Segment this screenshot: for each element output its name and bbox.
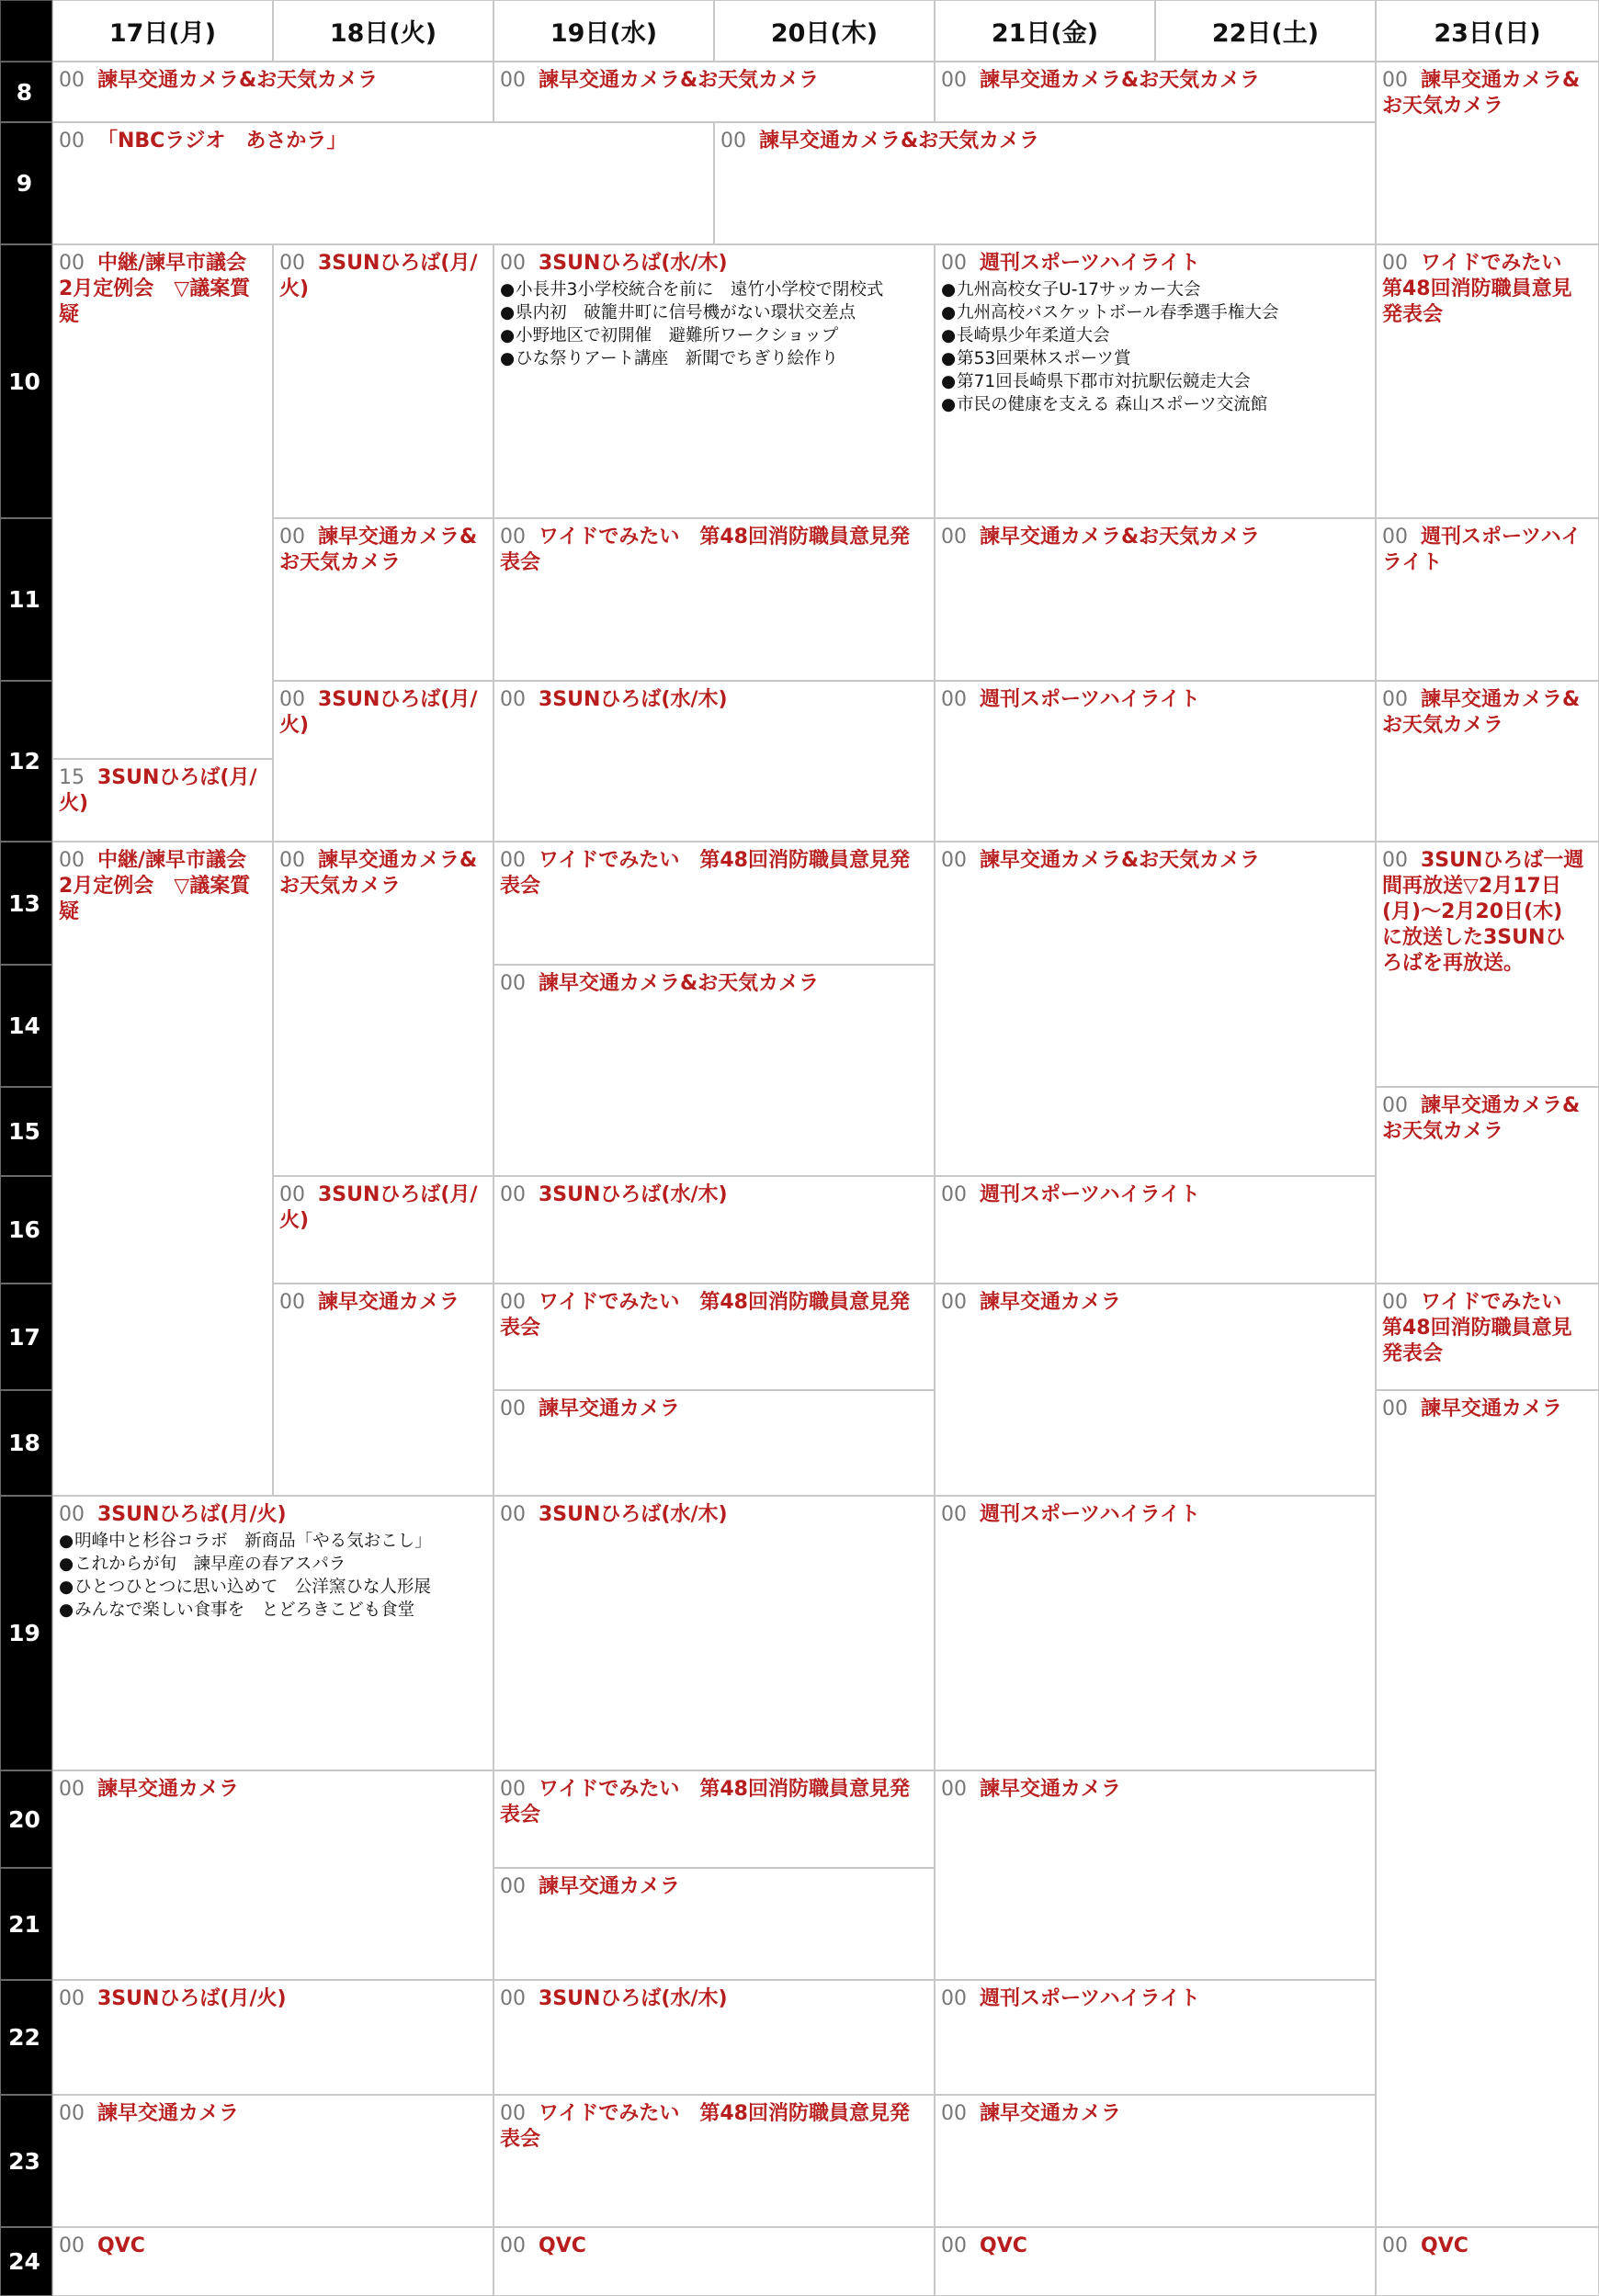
program-title-line xyxy=(941,525,1370,550)
program-title: 諫早交通カメラ xyxy=(980,1291,1122,1314)
program-title: ワイドでみたい 第48回消防職員意見発 表会 xyxy=(500,1291,910,1340)
program-start-minute: 00 xyxy=(59,252,85,275)
program-cell[interactable] xyxy=(1376,518,1599,681)
program-title-line xyxy=(59,2234,488,2259)
program-title: 週刊スポーツハイライト xyxy=(980,1987,1201,2010)
program-title: 3SUNひろば(水/木) xyxy=(539,1503,728,1526)
program-topic-item: ● 第71回長崎県下郡市対抗駅伝競走大会 xyxy=(941,370,1370,393)
program-title: 諫早交通カメラ&お天気カメラ xyxy=(539,972,820,995)
program-title-line xyxy=(500,971,929,997)
program-title: 諫早交通カメラ& お天気カメラ xyxy=(1382,688,1581,737)
program-cell[interactable] xyxy=(1376,1087,1599,1284)
program-title-line xyxy=(941,1986,1370,2012)
program-cell[interactable] xyxy=(52,244,273,759)
program-title: 諫早交通カメラ&お天気カメラ xyxy=(980,849,1261,872)
program-title-line xyxy=(1382,68,1593,119)
program-title-line xyxy=(279,848,488,899)
program-title: 3SUNひろば(水/木) xyxy=(539,688,728,711)
hour-label: 11 xyxy=(0,518,52,681)
program-start-minute: 00 xyxy=(941,1778,967,1801)
program-start-minute: 00 xyxy=(941,69,967,92)
program-topic-item: ● 九州高校バスケットボール春季選手権大会 xyxy=(941,301,1370,324)
program-title-line xyxy=(1382,1397,1593,1422)
program-title: 諫早交通カメラ xyxy=(980,1778,1122,1801)
program-title: QVC xyxy=(539,2234,586,2257)
program-title-line xyxy=(59,1777,488,1803)
program-cell[interactable] xyxy=(493,681,935,842)
program-start-minute: 00 xyxy=(941,252,967,275)
program-title-line xyxy=(941,848,1370,874)
hour-label: 19 xyxy=(0,1496,52,1770)
program-title: ワイドでみたい 第48回消防職員意見発 表会 xyxy=(500,526,910,574)
program-topic-item: ● 明峰中と杉谷コラボ 新商品「やる気おこし」 xyxy=(59,1530,488,1553)
program-title: 諫早交通カメラ& お天気カメラ xyxy=(1382,69,1581,118)
program-start-minute: 00 xyxy=(941,1987,967,2010)
program-title-line xyxy=(59,1986,488,2012)
program-topic-item: ● 小野地区で初開催 避難所ワークショップ xyxy=(500,324,929,347)
program-title: 週刊スポーツハイライト xyxy=(980,1503,1201,1526)
program-title-line xyxy=(941,687,1370,713)
program-cell[interactable] xyxy=(273,1284,493,1496)
program-start-minute: 00 xyxy=(500,1291,526,1314)
program-start-minute: 00 xyxy=(279,849,305,872)
program-title-line xyxy=(1382,848,1593,977)
program-cell[interactable] xyxy=(493,244,935,518)
program-title: 3SUNひろば一週 間再放送▽2月17日 (月)～2月20日(木) に放送した3SUNひ ろばを再放送。 xyxy=(1382,849,1584,975)
program-start-minute: 00 xyxy=(59,69,85,92)
program-topic-item: ● 長崎県少年柔道大会 xyxy=(941,324,1370,347)
program-cell[interactable] xyxy=(493,518,935,681)
program-title-line xyxy=(1382,1290,1593,1367)
program-cell[interactable] xyxy=(935,1284,1376,1496)
program-title: ワイドでみたい 第48回消防職員意見 発表会 xyxy=(1382,252,1572,326)
program-title: 3SUNひろば(月/ 火) xyxy=(279,688,478,737)
hour-label: 17 xyxy=(0,1284,52,1390)
program-title: 諫早交通カメラ&お天気カメラ xyxy=(539,69,820,92)
program-cell[interactable] xyxy=(935,518,1376,681)
program-title-line xyxy=(1382,525,1593,576)
program-title-line xyxy=(279,251,488,302)
program-title: 3SUNひろば(月/火) xyxy=(97,1987,287,2010)
program-title-line xyxy=(500,251,929,277)
program-start-minute: 00 xyxy=(59,130,85,153)
program-cell[interactable] xyxy=(493,842,935,965)
program-topic-list xyxy=(500,278,929,370)
program-title-line xyxy=(720,129,1370,154)
program-cell[interactable] xyxy=(1376,2227,1599,2296)
program-start-minute: 00 xyxy=(500,1183,526,1206)
hour-label: 9 xyxy=(0,122,52,244)
program-cell[interactable] xyxy=(493,62,935,122)
program-title: 3SUNひろば(水/木) xyxy=(539,1183,728,1206)
program-start-minute: 00 xyxy=(279,526,305,549)
program-title-line xyxy=(941,2234,1370,2259)
corner-cell xyxy=(0,0,52,62)
program-start-minute: 00 xyxy=(500,1875,526,1898)
program-title: 諫早交通カメラ&お天気カメラ xyxy=(97,69,379,92)
program-cell[interactable] xyxy=(52,1770,493,1980)
program-start-minute: 00 xyxy=(1382,688,1408,711)
program-start-minute: 00 xyxy=(1382,1094,1408,1117)
program-title: 3SUNひろば(月/ 火) xyxy=(279,1183,478,1232)
program-title-line xyxy=(941,68,1370,94)
hour-label: 22 xyxy=(0,1980,52,2095)
program-title-line xyxy=(500,525,929,576)
program-title-line xyxy=(941,2101,1370,2127)
program-cell[interactable] xyxy=(493,965,935,1176)
program-start-minute: 00 xyxy=(500,849,526,872)
program-title-line xyxy=(1382,2234,1593,2259)
program-title-line xyxy=(500,2101,929,2153)
program-start-minute: 00 xyxy=(941,526,967,549)
program-cell[interactable] xyxy=(1376,244,1599,518)
program-title-line xyxy=(279,687,488,739)
hour-label: 13 xyxy=(0,842,52,965)
program-title-line xyxy=(279,1182,488,1234)
hour-label: 20 xyxy=(0,1770,52,1868)
program-cell[interactable] xyxy=(273,1176,493,1284)
hour-label: 14 xyxy=(0,965,52,1087)
program-title: 諫早交通カメラ xyxy=(318,1291,460,1314)
program-title: 諫早交通カメラ xyxy=(97,1778,240,1801)
program-title-line xyxy=(1382,251,1593,328)
program-cell[interactable] xyxy=(493,2095,935,2227)
program-start-minute: 00 xyxy=(279,688,305,711)
program-title: 諫早交通カメラ&お天気カメラ xyxy=(980,526,1261,549)
program-title-line xyxy=(500,1502,929,1528)
program-title-line xyxy=(279,525,488,576)
program-title: 諫早交通カメラ xyxy=(97,2102,240,2125)
program-cell[interactable] xyxy=(935,1176,1376,1284)
program-title: ワイドでみたい 第48回消防職員意見発 表会 xyxy=(500,2102,910,2151)
hour-label: 12 xyxy=(0,681,52,842)
program-topic-list xyxy=(941,278,1370,416)
program-topic-list xyxy=(59,1530,488,1622)
program-title-line xyxy=(500,1986,929,2012)
program-title: ワイドでみたい 第48回消防職員意見発 表会 xyxy=(500,849,910,898)
program-start-minute: 00 xyxy=(500,1503,526,1526)
program-title-line xyxy=(1382,1093,1593,1145)
day-header: 18日(火) xyxy=(273,0,493,62)
program-start-minute: 00 xyxy=(500,1778,526,1801)
program-start-minute: 00 xyxy=(500,69,526,92)
hour-label: 23 xyxy=(0,2095,52,2227)
program-cell[interactable] xyxy=(52,62,493,122)
program-cell[interactable] xyxy=(935,1496,1376,1770)
hour-label: 8 xyxy=(0,62,52,122)
hour-label: 18 xyxy=(0,1390,52,1496)
program-cell[interactable] xyxy=(52,842,273,1496)
program-title-line xyxy=(500,1182,929,1208)
program-topic-item: ● 九州高校女子U-17サッカー大会 xyxy=(941,278,1370,301)
program-title-line xyxy=(59,1502,488,1528)
program-title-line xyxy=(500,2234,929,2259)
program-start-minute: 00 xyxy=(1382,1397,1408,1420)
program-start-minute: 00 xyxy=(941,1503,967,1526)
program-start-minute: 00 xyxy=(279,1183,305,1206)
program-cell[interactable] xyxy=(493,1390,935,1496)
program-start-minute: 00 xyxy=(279,1291,305,1314)
program-cell[interactable] xyxy=(714,122,1376,244)
day-header: 17日(月) xyxy=(52,0,273,62)
program-start-minute: 00 xyxy=(720,130,746,153)
program-topic-item: ● 市民の健康を支える 森山スポーツ交流館 xyxy=(941,393,1370,416)
program-cell[interactable] xyxy=(1376,62,1599,244)
program-title: 中継/諫早市議会 2月定例会 ▽議案質 疑 xyxy=(59,252,251,326)
program-start-minute: 00 xyxy=(1382,252,1408,275)
program-start-minute: 00 xyxy=(59,2102,85,2125)
program-cell[interactable] xyxy=(493,1176,935,1284)
program-title-line xyxy=(941,1777,1370,1803)
program-title-line xyxy=(500,1874,929,1900)
program-title: 諫早交通カメラ xyxy=(539,1397,681,1420)
program-cell[interactable] xyxy=(493,1770,935,1868)
program-title-line xyxy=(59,129,709,154)
program-cell[interactable] xyxy=(1376,1284,1599,1390)
program-cell[interactable] xyxy=(52,122,714,244)
program-topic-item: ● 県内初 破籠井町に信号機がない環状交差点 xyxy=(500,301,929,324)
program-start-minute: 00 xyxy=(59,849,85,872)
program-title-line xyxy=(59,848,267,925)
program-title: QVC xyxy=(980,2234,1027,2257)
program-title: 諫早交通カメラ xyxy=(980,2102,1122,2125)
program-title: 3SUNひろば(水/木) xyxy=(539,252,728,275)
program-title: 中継/諫早市議会 2月定例会 ▽議案質 疑 xyxy=(59,849,251,923)
program-cell[interactable] xyxy=(935,62,1376,122)
program-start-minute: 00 xyxy=(59,2234,85,2257)
day-header: 20日(木) xyxy=(714,0,935,62)
hour-label: 10 xyxy=(0,244,52,518)
program-title: 週刊スポーツハイライト xyxy=(980,1183,1201,1206)
program-title-line xyxy=(941,1182,1370,1208)
program-cell[interactable] xyxy=(935,2227,1376,2296)
program-start-minute: 00 xyxy=(279,252,305,275)
hour-label: 16 xyxy=(0,1176,52,1284)
program-start-minute: 00 xyxy=(500,1397,526,1420)
program-title: 諫早交通カメラ& お天気カメラ xyxy=(279,526,478,574)
program-topic-item: ● ひな祭りアート講座 新聞でちぎり絵作り xyxy=(500,347,929,370)
program-title-line xyxy=(59,765,267,817)
program-title-line xyxy=(500,848,929,899)
program-cell[interactable] xyxy=(52,1496,493,1770)
program-cell[interactable] xyxy=(935,681,1376,842)
program-title-line xyxy=(1382,687,1593,739)
program-cell[interactable] xyxy=(273,518,493,681)
program-title: 諫早交通カメラ xyxy=(1421,1397,1563,1420)
program-title-line xyxy=(941,251,1370,277)
program-start-minute: 00 xyxy=(59,1778,85,1801)
program-cell[interactable] xyxy=(52,759,273,842)
program-start-minute: 00 xyxy=(1382,1291,1408,1314)
program-title: 諫早交通カメラ& お天気カメラ xyxy=(279,849,478,898)
program-cell[interactable] xyxy=(493,1868,935,1980)
program-title: QVC xyxy=(97,2234,145,2257)
program-start-minute: 00 xyxy=(941,1291,967,1314)
program-start-minute: 15 xyxy=(59,766,85,789)
program-cell[interactable] xyxy=(935,842,1376,1176)
program-cell[interactable] xyxy=(935,244,1376,518)
program-title: 3SUNひろば(月/ 火) xyxy=(59,766,257,815)
program-title: 諫早交通カメラ& お天気カメラ xyxy=(1382,1094,1581,1143)
program-title-line xyxy=(59,251,267,328)
program-start-minute: 00 xyxy=(59,1503,85,1526)
program-cell[interactable] xyxy=(493,2227,935,2296)
program-title: 週刊スポーツハイ ライト xyxy=(1382,526,1582,574)
program-cell[interactable] xyxy=(52,1980,493,2095)
program-cell[interactable] xyxy=(273,842,493,1176)
program-topic-item: ● 小長井3小学校統合を前に 遠竹小学校で閉校式 xyxy=(500,278,929,301)
program-title: 3SUNひろば(月/ 火) xyxy=(279,252,478,300)
program-title-line xyxy=(941,1502,1370,1528)
program-title-line xyxy=(500,1397,929,1422)
program-start-minute: 00 xyxy=(500,252,526,275)
program-topic-item: ● みんなで楽しい食事を とどろきこども食堂 xyxy=(59,1599,488,1622)
program-start-minute: 00 xyxy=(500,972,526,995)
program-start-minute: 00 xyxy=(500,2102,526,2125)
program-start-minute: 00 xyxy=(500,2234,526,2257)
program-title-line xyxy=(941,1290,1370,1316)
hour-label: 21 xyxy=(0,1868,52,1980)
program-start-minute: 00 xyxy=(500,526,526,549)
program-title-line xyxy=(279,1290,488,1316)
program-cell[interactable] xyxy=(493,1284,935,1390)
program-cell[interactable] xyxy=(493,1496,935,1770)
program-cell[interactable] xyxy=(52,2095,493,2227)
program-start-minute: 00 xyxy=(1382,2234,1408,2257)
program-start-minute: 00 xyxy=(500,1987,526,2010)
program-topic-item: ● これからが旬 諫早産の春アスパラ xyxy=(59,1553,488,1576)
day-header: 23日(日) xyxy=(1376,0,1599,62)
day-header: 19日(水) xyxy=(493,0,714,62)
program-start-minute: 00 xyxy=(941,849,967,872)
program-cell[interactable] xyxy=(935,2095,1376,2227)
program-cell[interactable] xyxy=(52,2227,493,2296)
program-cell[interactable] xyxy=(1376,842,1599,1087)
program-title: ワイドでみたい 第48回消防職員意見発 表会 xyxy=(500,1778,910,1827)
program-start-minute: 00 xyxy=(1382,69,1408,92)
program-start-minute: 00 xyxy=(941,2234,967,2257)
program-title: 週刊スポーツハイライト xyxy=(980,688,1201,711)
hour-label: 15 xyxy=(0,1087,52,1176)
program-title: QVC xyxy=(1421,2234,1469,2257)
day-header: 21日(金) xyxy=(935,0,1155,62)
program-start-minute: 00 xyxy=(941,1183,967,1206)
program-start-minute: 00 xyxy=(59,1987,85,2010)
program-cell[interactable] xyxy=(493,1980,935,2095)
program-title: 「NBCラジオ あさかラ」 xyxy=(97,130,347,153)
program-title-line xyxy=(500,1290,929,1341)
program-title: 諫早交通カメラ&お天気カメラ xyxy=(980,69,1261,92)
program-title-line xyxy=(59,2101,488,2127)
program-title-line xyxy=(59,68,488,94)
program-topic-item: ● 第53回栗林スポーツ賞 xyxy=(941,347,1370,370)
program-start-minute: 00 xyxy=(1382,849,1408,872)
program-title-line xyxy=(500,687,929,713)
program-title: 諫早交通カメラ xyxy=(539,1875,681,1898)
program-title-line xyxy=(500,68,929,94)
program-topic-item: ● ひとつひとつに思い込めて 公洋窯ひな人形展 xyxy=(59,1576,488,1599)
program-cell[interactable] xyxy=(935,1980,1376,2095)
program-title-line xyxy=(500,1777,929,1828)
program-start-minute: 00 xyxy=(941,688,967,711)
program-start-minute: 00 xyxy=(1382,526,1408,549)
program-title: 3SUNひろば(月/火) xyxy=(97,1503,287,1526)
program-cell[interactable] xyxy=(273,244,493,518)
program-title: 3SUNひろば(水/木) xyxy=(539,1987,728,2010)
program-title: 諫早交通カメラ&お天気カメラ xyxy=(759,130,1040,153)
hour-label: 24 xyxy=(0,2227,52,2296)
program-title: ワイドでみたい 第48回消防職員意見 発表会 xyxy=(1382,1291,1572,1365)
program-cell[interactable] xyxy=(1376,681,1599,842)
program-cell[interactable] xyxy=(1376,1390,1599,2227)
day-header: 22日(土) xyxy=(1155,0,1376,62)
program-cell[interactable] xyxy=(273,681,493,842)
program-cell[interactable] xyxy=(935,1770,1376,1980)
program-start-minute: 00 xyxy=(941,2102,967,2125)
program-title: 週刊スポーツハイライト xyxy=(980,252,1201,275)
program-start-minute: 00 xyxy=(500,688,526,711)
